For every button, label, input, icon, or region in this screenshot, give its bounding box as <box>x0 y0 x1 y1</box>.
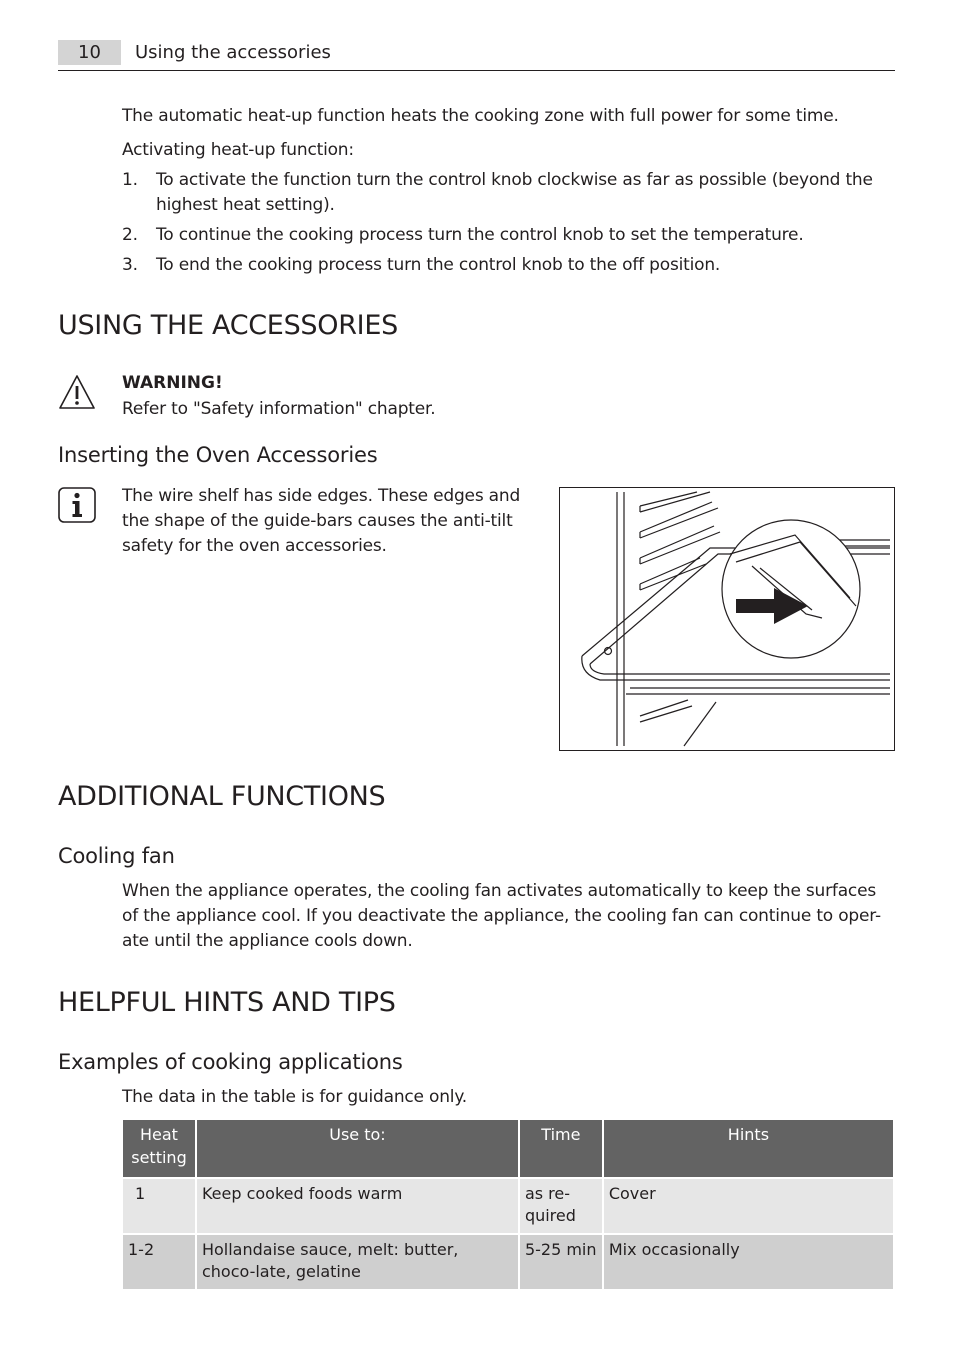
table-row <box>123 1235 893 1289</box>
cell-use-to: Keep cooked foods warm <box>197 1179 518 1233</box>
header-divider <box>58 70 895 71</box>
warning-triangle-icon <box>58 373 96 411</box>
cell-time: as re-quired <box>520 1179 602 1233</box>
info-text: The wire shelf has side edges. These edges and the shape of the guide-bars causes the anti-tilt safety for the oven accessories. <box>122 486 521 556</box>
table-note: The data in the table is for guidance only. <box>122 1087 467 1107</box>
header-time: Time <box>520 1120 602 1177</box>
header-use-to: Use to: <box>197 1120 518 1177</box>
heatup-activating: Activating heat-up function: <box>122 140 354 160</box>
accessories-title: USING THE ACCESSORIES <box>58 310 398 341</box>
accessories-subtitle: Inserting the Oven Accessories <box>58 443 378 467</box>
header-section-title: Using the accessories <box>135 42 331 63</box>
table-header-row <box>123 1120 893 1177</box>
cooking-table <box>121 1118 895 1291</box>
page-number: 10 <box>58 40 121 65</box>
heatup-step-2: 2. To continue the cooking process turn the control knob to set the temperature. <box>122 225 804 245</box>
cell-heat-setting: 1 <box>123 1179 195 1233</box>
hints-title: HELPFUL HINTS AND TIPS <box>58 987 396 1018</box>
cooling-fan-subtitle: Cooling fan <box>58 844 175 868</box>
heatup-steps <box>122 168 895 283</box>
cell-use-to: Hollandaise sauce, melt: butter, choco-late, gelatine <box>197 1235 518 1289</box>
header-heat-setting: Heat setting <box>123 1120 195 1177</box>
warning-title: WARNING! <box>122 373 223 393</box>
additional-title: ADDITIONAL FUNCTIONS <box>58 781 386 812</box>
cooling-fan-text: When the appliance operates, the cooling fan activates automatically to keep the surfaces of the appliance cool. If you deactivate the appliance, the cooling fan can continue to oper-ate until the appliance cools down. <box>122 881 881 951</box>
heatup-step-1: 1. To activate the function turn the control knob clockwise as far as possible (beyond the highest heat setting). <box>122 170 873 215</box>
cell-hints: Cover <box>604 1179 893 1233</box>
cell-hints: Mix occasionally <box>604 1235 893 1289</box>
heatup-intro: The automatic heat-up function heats the cooking zone with full power for some time. <box>122 106 839 126</box>
cell-time: 5-25 min <box>520 1235 602 1289</box>
heatup-step-3: 3. To end the cooking process turn the control knob to the off position. <box>122 255 721 275</box>
header-hints: Hints <box>604 1120 893 1177</box>
table-row <box>123 1179 893 1233</box>
info-icon <box>58 487 96 523</box>
cell-heat-setting: 1-2 <box>123 1235 195 1289</box>
wire-shelf-illustration <box>559 487 895 751</box>
warning-text: Refer to "Safety information" chapter. <box>122 399 436 419</box>
cooking-applications-subtitle: Examples of cooking applications <box>58 1050 403 1074</box>
